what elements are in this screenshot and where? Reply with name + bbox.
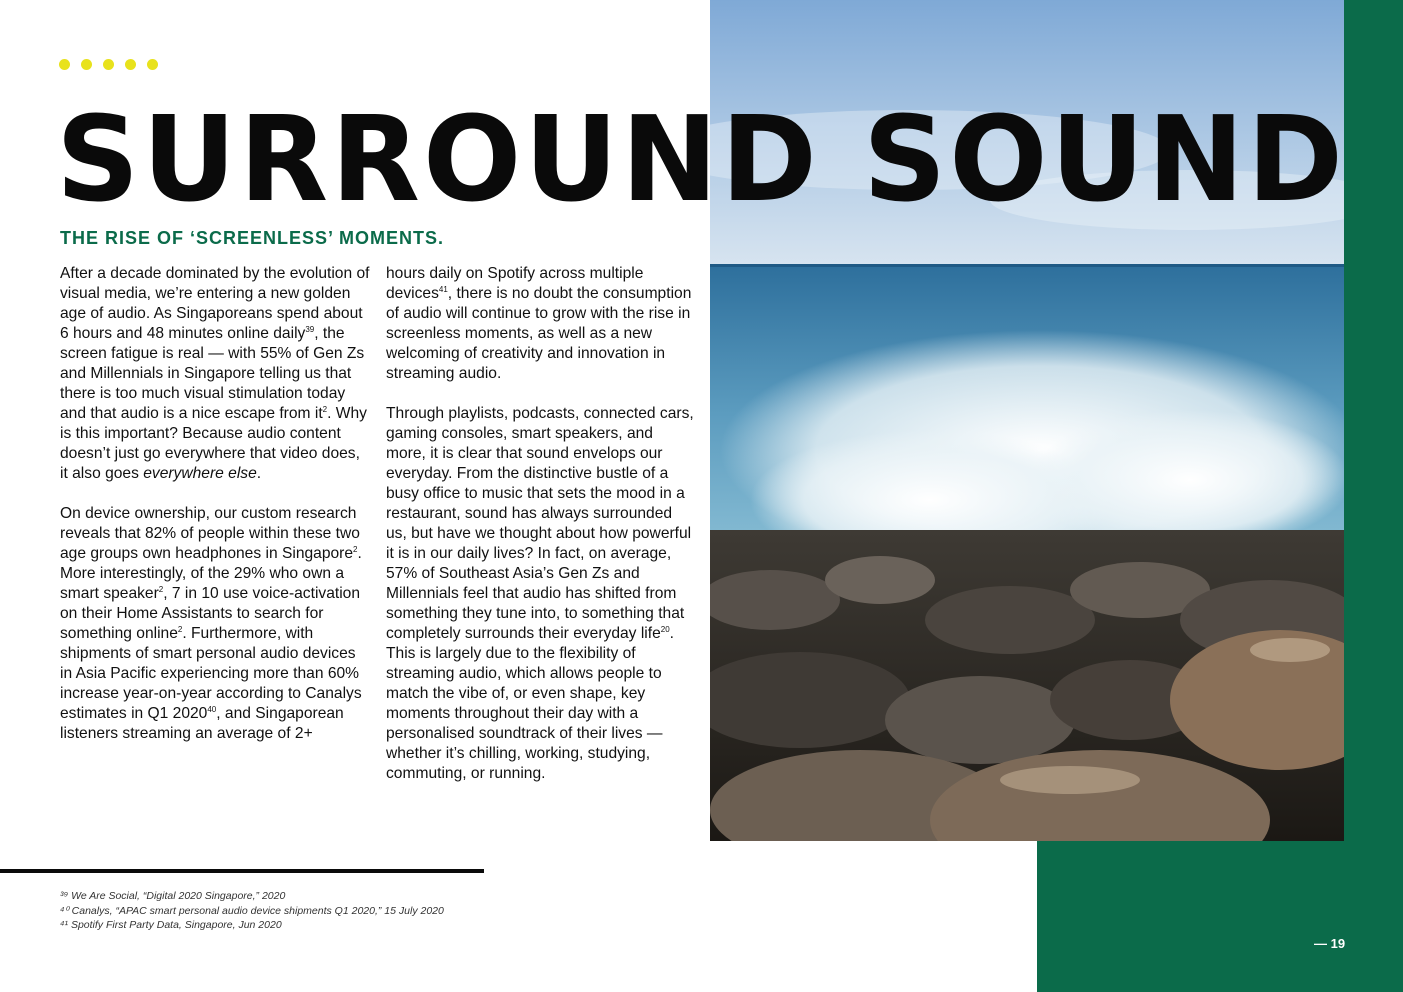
paragraph: hours daily on Spotify across multiple devices$^{41}$, there is no doubt the consumption of audio will continue to grow with the rise in screenless moments, as well as a new welcoming of creativity and innovation in streaming audio. <box>386 265 692 382</box>
footnote-divider <box>0 869 484 873</box>
footnote: ³⁹ We Are Social, “Digital 2020 Singapore,” 2020 <box>60 890 286 902</box>
yellow-dot <box>125 59 136 70</box>
paragraph: After a decade dominated by the evolution of visual media, we’re entering a new golden age of audio. As Singaporeans spend about 6 hours and 48 minutes online daily$^{39}$, the screen fatigue is real — with 55% of Gen Zs and Millennials in Singapore telling us that there is too much visual stimulation today and that audio is a nice escape from $it^2$. Why is this important? Because audio content doesn’t just go everywhere that video does, it also goes everywhere else. <box>60 265 370 482</box>
footnote: ⁴⁰ Canalys, “APAC smart personal audio device shipments Q1 2020,” 15 July 2020 <box>60 904 444 917</box>
yellow-dot <box>81 59 92 70</box>
page-number: — 19 <box>1314 936 1346 951</box>
yellow-dot <box>147 59 158 70</box>
decorative-dots <box>59 59 158 70</box>
yellow-dot <box>103 59 114 70</box>
body-column-right <box>386 264 696 804</box>
green-corner-block <box>1037 840 1403 992</box>
yellow-dot <box>59 59 70 70</box>
footnotes <box>60 889 444 933</box>
section-subtitle: THE RISE OF ‘SCREENLESS’ MOMENTS. <box>60 228 445 248</box>
body-column-left <box>60 264 370 764</box>
footnote: ⁴¹ Spotify First Party Data, Singapore, Jun 2020 <box>60 919 282 931</box>
page-title: SURROUND SOUND <box>56 90 1346 228</box>
paragraph: On device ownership, our custom research reveals that 82% of people within these two age groups own headphones in Singapore$^2$. More interestingly, of the 29% who own a smart speaker$^2$, 7 in 10 use voice-activation on their Home Assistants to search for something online$^2$. Furthermore, with shipments of smart personal audio devices in Asia Pacific experiencing more than 60% increase year-on-year according to Canalys estimates in Q1 2020$^{40}$, and Singaporean listeners streaming an average of 2+ <box>60 505 362 742</box>
paragraph: Through playlists, podcasts, connected cars, gaming consoles, smart speakers, and more, it is clear that sound envelops our everyday. From the distinctive bustle of a busy office to music that sets the mood in a restaurant, sound has always surrounded us, but have we thought about how powerful it is in our daily lives? In fact, on average, 57% of Southeast Asia’s Gen Zs and Millennials feel that audio has shifted from something they tune into, to something that completely surrounds their everyday life$^{20}$. This is largely due to the flexibility of streaming audio, which allows people to match the vibe of, or even shape, key moments throughout their day with a personalised soundtrack of their lives — whether it’s chilling, working, studying, commuting, or running. <box>386 405 694 782</box>
